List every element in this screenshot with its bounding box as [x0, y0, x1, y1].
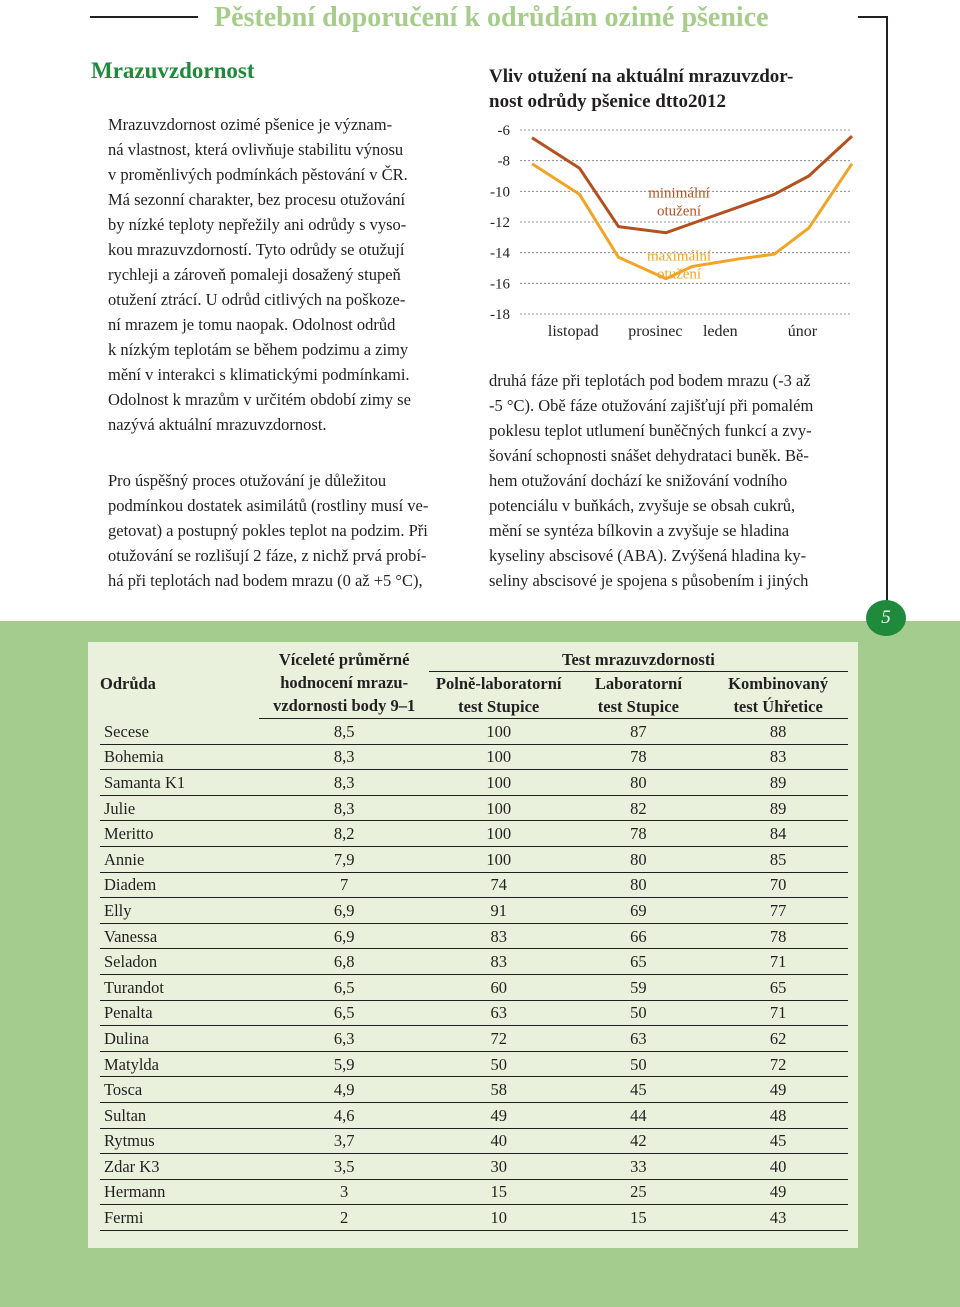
text-line: kyseliny abscisové (ABA). Zvýšená hladina ky-	[489, 546, 807, 565]
table-row	[100, 1205, 848, 1231]
header-rule-left	[90, 16, 198, 18]
cell-variety: Rytmus	[100, 1128, 259, 1154]
table-row	[100, 1026, 848, 1052]
y-tick-label: -16	[490, 276, 510, 293]
cell-value: 100	[429, 744, 569, 770]
table-row	[100, 770, 848, 796]
cell-value: 100	[429, 795, 569, 821]
x-tick-label: leden	[702, 323, 738, 340]
text-line: by nízké teploty nepřežily ani odrůdy s vyso-	[108, 215, 407, 234]
cell-value: 84	[708, 821, 848, 847]
cell-value: 83	[708, 744, 848, 770]
cell-value: 87	[569, 719, 709, 745]
header-score-line: vzdornosti body 9–1	[273, 696, 416, 715]
cell-value: 78	[569, 744, 709, 770]
cell-variety: Tosca	[100, 1077, 259, 1103]
header-line: Kombinovaný	[728, 674, 829, 693]
cell-value: 71	[708, 949, 848, 975]
cell-variety: Bohemia	[100, 744, 259, 770]
header-line: Laboratorní	[594, 674, 682, 693]
cell-value: 7	[259, 872, 428, 898]
cell-variety: Diadem	[100, 872, 259, 898]
text-line: ní mrazem je tomu naopak. Odolnost odrůd	[108, 315, 396, 334]
cell-value: 6,5	[259, 1000, 428, 1026]
cell-value: 15	[569, 1205, 709, 1231]
cell-value: 80	[569, 846, 709, 872]
cell-value: 6,9	[259, 898, 428, 924]
cell-value: 3	[259, 1179, 428, 1205]
text-line: poklesu teplot utlumení buněčných funkcí a zvy-	[489, 421, 812, 440]
cell-value: 6,8	[259, 949, 428, 975]
page-header-title: Pěstební doporučení k odrůdám ozimé pšenice	[214, 2, 769, 33]
header-score-line: Víceleté průměrné	[278, 650, 410, 669]
cell-value: 100	[429, 719, 569, 745]
cell-value: 88	[708, 719, 848, 745]
cell-value: 6,5	[259, 974, 428, 1000]
cell-value: 3,5	[259, 1154, 428, 1180]
cell-value: 89	[708, 795, 848, 821]
series-label: minimální	[648, 185, 710, 202]
cell-value: 44	[569, 1102, 709, 1128]
cell-value: 8,3	[259, 744, 428, 770]
header-line: Polně-laboratorní	[435, 674, 562, 693]
cell-value: 49	[429, 1102, 569, 1128]
cell-value: 10	[429, 1205, 569, 1231]
page-number-badge: 5	[866, 600, 906, 636]
cell-value: 25	[569, 1179, 709, 1205]
cell-value: 71	[708, 1000, 848, 1026]
header-line: test Stupice	[597, 697, 679, 716]
cell-value: 5,9	[259, 1051, 428, 1077]
table-row	[100, 744, 848, 770]
cell-value: 59	[569, 974, 709, 1000]
header-test-group: Test mrazuvzdornosti	[429, 648, 848, 672]
table-row	[100, 1077, 848, 1103]
paragraph-hardening	[90, 468, 460, 593]
cell-value: 77	[708, 898, 848, 924]
cell-value: 49	[708, 1179, 848, 1205]
cell-value: 48	[708, 1102, 848, 1128]
cell-value: 63	[569, 1026, 709, 1052]
cell-value: 72	[708, 1051, 848, 1077]
series-label: maximální	[646, 248, 712, 265]
x-tick-label: únor	[787, 323, 818, 340]
cell-value: 8,2	[259, 821, 428, 847]
cell-value: 45	[569, 1077, 709, 1103]
cell-variety: Seladon	[100, 949, 259, 975]
cell-value: 6,9	[259, 923, 428, 949]
cell-value: 43	[708, 1205, 848, 1231]
text-line: šování schopnosti snášet dehydrataci buněk. Bě-	[489, 446, 809, 465]
header-variety: Odrůda	[100, 673, 156, 693]
cell-value: 4,9	[259, 1077, 428, 1103]
cell-value: 100	[429, 770, 569, 796]
cell-variety: Sultan	[100, 1102, 259, 1128]
cell-value: 42	[569, 1128, 709, 1154]
table-row	[100, 1000, 848, 1026]
table-row	[100, 1051, 848, 1077]
cell-value: 100	[429, 846, 569, 872]
table-row	[100, 846, 848, 872]
table-row	[100, 719, 848, 745]
series-label: otužení	[656, 266, 702, 283]
cell-value: 78	[569, 821, 709, 847]
cell-variety: Fermi	[100, 1205, 259, 1231]
text-line: otužování se rozlišují 2 fáze, z nichž prvá probí-	[108, 546, 427, 565]
cell-value: 8,3	[259, 795, 428, 821]
text-line: druhá fáze při teplotách pod bodem mrazu (-3 až	[489, 371, 811, 390]
y-tick-label: -10	[490, 184, 510, 201]
text-line: há při teplotách nad bodem mrazu (0 až +5 °C),	[108, 571, 423, 590]
text-line: getovat) a postupný pokles teplot na podzim. Při	[108, 521, 428, 540]
header-line: test Stupice	[458, 697, 540, 716]
text-line: mění v interakci s klimatickými podmínkami.	[108, 365, 410, 384]
cell-value: 50	[569, 1051, 709, 1077]
text-line: ná vlastnost, která ovlivňuje stabilitu výnosu	[108, 140, 404, 159]
frost-hardening-chart	[482, 118, 862, 348]
table-row	[100, 1179, 848, 1205]
table-row	[100, 949, 848, 975]
cell-value: 8,3	[259, 770, 428, 796]
text-line: k nízkým teplotám se během podzimu a zimy	[108, 340, 409, 359]
text-line: rychleji a zároveň pomaleji dosažený stupeň	[108, 265, 401, 284]
cell-value: 72	[429, 1026, 569, 1052]
cell-variety: Zdar K3	[100, 1154, 259, 1180]
cell-value: 40	[708, 1154, 848, 1180]
cell-value: 66	[569, 923, 709, 949]
cell-value: 63	[429, 1000, 569, 1026]
cell-value: 80	[569, 770, 709, 796]
y-tick-label: -12	[490, 215, 510, 231]
header-lab-test	[569, 672, 709, 719]
table-row	[100, 1128, 848, 1154]
x-tick-label: listopad	[547, 323, 599, 340]
text-line: Pro úspěšný proces otužování je důležitou	[108, 471, 387, 490]
cell-variety: Annie	[100, 846, 259, 872]
text-line: mění se syntéza bílkovin a zvyšuje se hladina	[489, 521, 790, 540]
cell-variety: Julie	[100, 795, 259, 821]
cell-variety: Turandot	[100, 974, 259, 1000]
text-line: otužení ztrácí. U odrůd citlivých na poškoze-	[108, 290, 406, 309]
text-line: kou mrazuvzdorností. Tyto odrůdy se otužují	[108, 240, 405, 259]
right-margin-rule	[886, 16, 888, 612]
x-tick-label: prosinec	[628, 323, 683, 340]
frost-resistance-table	[100, 648, 848, 1231]
cell-value: 60	[429, 974, 569, 1000]
y-tick-label: -18	[490, 307, 510, 323]
cell-value: 7,9	[259, 846, 428, 872]
cell-value: 65	[569, 949, 709, 975]
cell-value: 50	[569, 1000, 709, 1026]
text-line: Má sezonní charakter, bez procesu otužování	[108, 190, 406, 209]
paragraph-intro	[90, 112, 460, 437]
cell-value: 2	[259, 1205, 428, 1231]
cell-value: 91	[429, 898, 569, 924]
cell-variety: Vanessa	[100, 923, 259, 949]
cell-value: 80	[569, 872, 709, 898]
cell-value: 15	[429, 1179, 569, 1205]
cell-value: 50	[429, 1051, 569, 1077]
cell-value: 89	[708, 770, 848, 796]
text-line: Odolnost k mrazům v určitém období zimy se	[108, 390, 411, 409]
text-line: -5 °C). Obě fáze otužování zajišťují při pomalém	[489, 396, 814, 415]
cell-variety: Penalta	[100, 1000, 259, 1026]
header-field-lab-test	[429, 672, 569, 719]
table-row	[100, 1154, 848, 1180]
cell-value: 58	[429, 1077, 569, 1103]
cell-value: 8,5	[259, 719, 428, 745]
cell-value: 33	[569, 1154, 709, 1180]
table-row	[100, 898, 848, 924]
cell-value: 85	[708, 846, 848, 872]
text-line: potenciálu v buňkách, zvyšuje se obsah cukrů,	[489, 496, 796, 515]
cell-value: 83	[429, 923, 569, 949]
y-tick-label: -14	[490, 245, 510, 262]
cell-value: 70	[708, 872, 848, 898]
text-line: v proměnlivých podmínkách pěstování v ČR.	[108, 165, 408, 184]
text-line: seliny abscisové je spojena s působením i jiných	[489, 571, 809, 590]
chart-title	[489, 64, 849, 114]
cell-value: 83	[429, 949, 569, 975]
cell-variety: Matylda	[100, 1051, 259, 1077]
cell-variety: Meritto	[100, 821, 259, 847]
header-line: test Úhřetice	[733, 697, 823, 716]
header-combined-test	[708, 672, 848, 719]
cell-value: 40	[429, 1128, 569, 1154]
section-title: Mrazuvzdornost	[91, 58, 255, 83]
table-row	[100, 923, 848, 949]
cell-value: 6,3	[259, 1026, 428, 1052]
cell-variety: Dulina	[100, 1026, 259, 1052]
table-row	[100, 821, 848, 847]
cell-value: 69	[569, 898, 709, 924]
table-row	[100, 974, 848, 1000]
cell-variety: Secese	[100, 719, 259, 745]
text-line: podmínkou dostatek asimilátů (rostliny musí ve-	[108, 496, 429, 515]
cell-value: 45	[708, 1128, 848, 1154]
text-line: hem otužování dochází ke snižování vodního	[489, 471, 788, 490]
paragraph-phases	[489, 368, 859, 593]
series-label: otužení	[656, 203, 702, 220]
y-tick-label: -8	[497, 153, 510, 170]
cell-value: 100	[429, 821, 569, 847]
table-row	[100, 795, 848, 821]
text-line: Mrazuvzdornost ozimé pšenice je význam-	[108, 115, 393, 134]
header-score-line: hodnocení mrazu-	[280, 673, 409, 692]
cell-value: 4,6	[259, 1102, 428, 1128]
chart-title-line: nost odrůdy pšenice dtto2012	[489, 91, 726, 112]
cell-value: 3,7	[259, 1128, 428, 1154]
cell-value: 65	[708, 974, 848, 1000]
cell-value: 49	[708, 1077, 848, 1103]
chart-title-line: Vliv otužení na aktuální mrazuvzdor-	[489, 66, 794, 87]
header-score	[259, 648, 428, 719]
cell-variety: Hermann	[100, 1179, 259, 1205]
cell-value: 30	[429, 1154, 569, 1180]
table-row	[100, 872, 848, 898]
text-line: nazývá aktuální mrazuvzdornost.	[108, 415, 327, 434]
y-tick-label: -6	[497, 123, 510, 139]
cell-value: 62	[708, 1026, 848, 1052]
cell-value: 74	[429, 872, 569, 898]
cell-value: 78	[708, 923, 848, 949]
table-row	[100, 1102, 848, 1128]
header-rule-right	[858, 16, 888, 18]
cell-variety: Samanta K1	[100, 770, 259, 796]
cell-value: 82	[569, 795, 709, 821]
cell-variety: Elly	[100, 898, 259, 924]
